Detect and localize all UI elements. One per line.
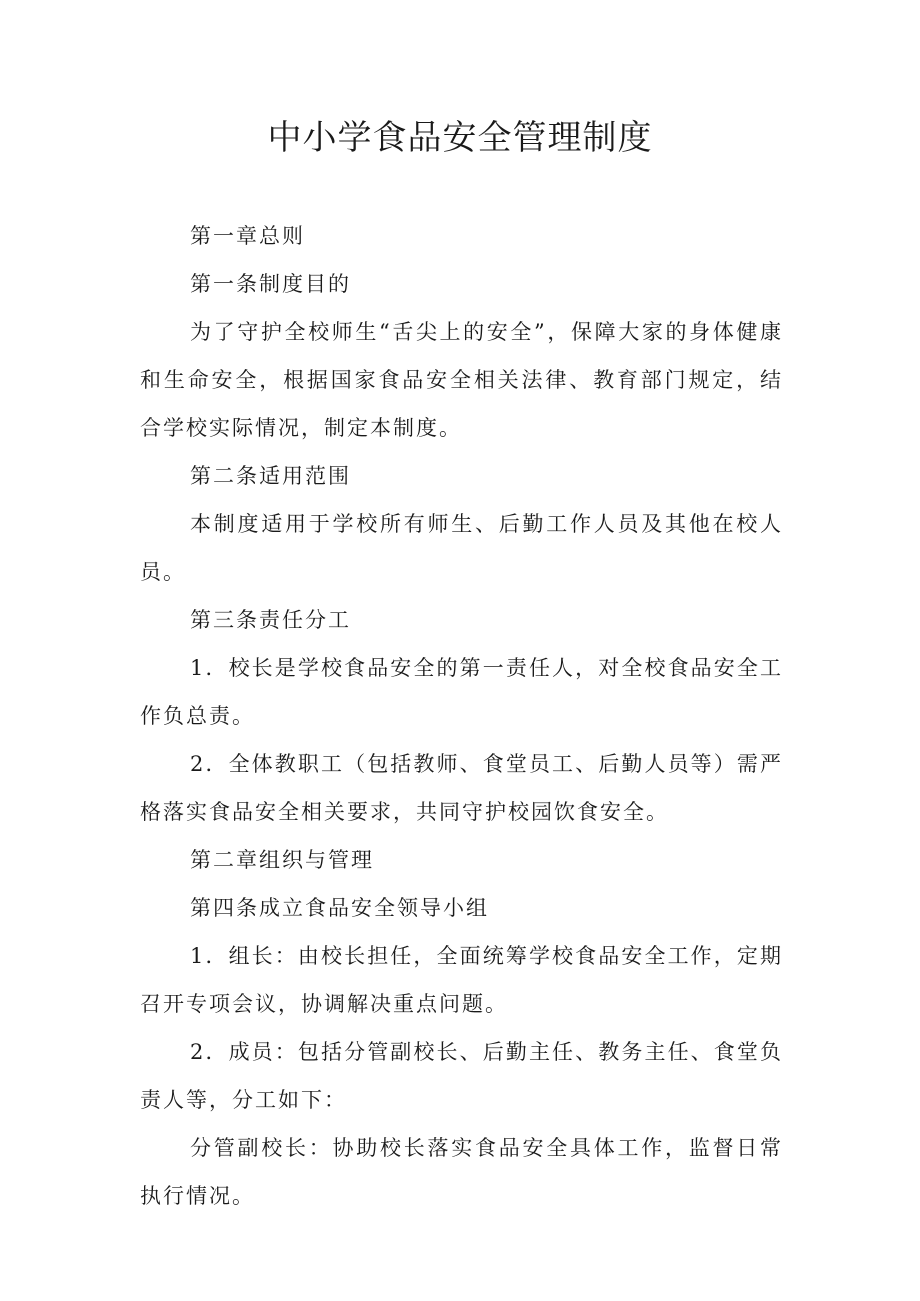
document-body [140, 212, 783, 1220]
chapter-heading: 第一章总则 [190, 224, 305, 248]
chapter-heading: 第二章组织与管理 [190, 848, 374, 872]
body-paragraph: 分管副校长：协助校长落实食品安全具体工作，监督日常执行情况。 [140, 1136, 783, 1208]
document-title: 中小学食品安全管理制度 [267, 118, 653, 158]
article-heading: 第一条制度目的 [190, 272, 351, 296]
article-heading: 第三条责任分工 [190, 608, 351, 632]
article-heading: 第四条成立食品安全领导小组 [190, 896, 489, 920]
article-heading: 第二条适用范围 [190, 464, 351, 488]
list-item: 1．组长：由校长担任，全面统筹学校食品安全工作，定期召开专项会议，协调解决重点问题。 [140, 944, 783, 1016]
body-paragraph: 本制度适用于学校所有师生、后勤工作人员及其他在校人员。 [140, 512, 783, 584]
list-item: 2．全体教职工（包括教师、食堂员工、后勤人员等）需严格落实食品安全相关要求，共同守护校园饮食安全。 [140, 752, 783, 824]
list-item: 2．成员：包括分管副校长、后勤主任、教务主任、食堂负责人等，分工如下： [140, 1040, 783, 1112]
body-paragraph: 为了守护全校师生“舌尖上的安全”，保障大家的身体健康和生命安全，根据国家食品安全相关法律、教育部门规定，结合学校实际情况，制定本制度。 [140, 320, 783, 440]
list-item: 1．校长是学校食品安全的第一责任人，对全校食品安全工作负总责。 [140, 656, 783, 728]
